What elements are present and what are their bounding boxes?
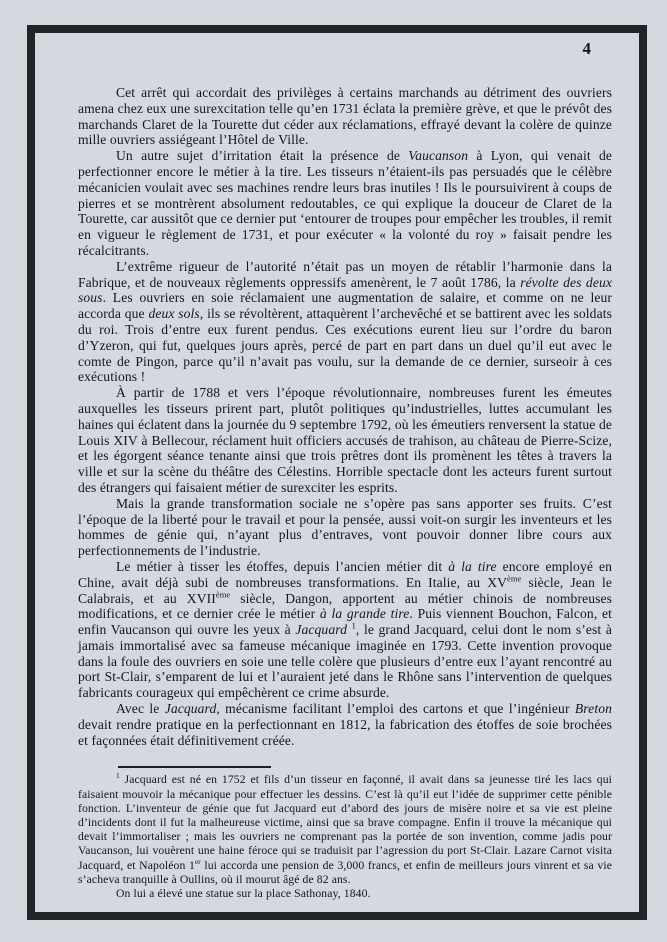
footnote-paragraph: On lui a élevé une statue sur la place Sathonay, 1840.	[116, 887, 371, 901]
footnote-separator	[118, 766, 271, 768]
paragraph: Avec le Jacquard, mécanisme facilitant l’emploi des cartons et que l’ingénieur Breton devait rendre pratique en la perfectionnant en 1812, la fabrication des étoffes de soie brochées et façonnées était définitivement créée.	[78, 701, 612, 748]
page-number: 4	[582, 39, 591, 58]
paragraph: Mais la grande transformation sociale ne s’opère pas sans apporter ses fruits. C’est l’époque de la liberté pour le travail et pour la pensée, aussi voit-on surgir les inventeurs et les hommes de génie qui, n’ayant plus d’entraves, vont pouvoir donner libre cours aux perfectionnements de l’industrie.	[78, 495, 612, 559]
paragraph: À partir de 1788 et vers l’époque révolutionnaire, nombreuses furent les émeutes auxquelles les tisseurs prirent part, plutôt politiques qu’industrielles, luttes accumulant les haines qui éclatent dans la journée du 9 septembre 1792, où les émeutiers renversent la statue de Louis XIV à Bellecour, réclament huit officiers accusés de trahison, au château de Pierre-Scize, et les égorgent séance tenante ainsi que trois prêtres dont ils promènent les têtes à travers la ville et sur la scène du théâtre des Célestins. Horrible spectacle dont les acteurs furent surtout des étrangers qui faisaient métier de surexciter les esprits.	[78, 385, 612, 495]
paragraph: Le métier à tisser les étoffes, depuis l’ancien métier dit à la tire encore employé en Chine, avait déjà subi de nombreuses transformations. En Italie, au XVème siècle, Jean le Calabrais, et au XVIIème siècle, Dangon, apportent au métier chinois de nombreuses modifications, et ce dernier crée le métier à la grande tire. Puis viennent Bouchon, Falcon, et enfin Vaucanson qui ouvre les yeux à Jacquard $^1$, le grand Jacquard, celui dont le nom s’est à jamais immortalisé avec sa fameuse mécanique imaginée en 1793. Cette invention provoque dans la foule des ouvriers en soie une telle colère que plusieurs d’entre eux l’ayant rencontré au port St-Clair, s’emparent de lui et l’auraient jeté dans le Rhône sans l’intervention de quelques fabricants courageux qui empêchèrent ce crime absurde.	[78, 558, 613, 701]
paragraph: L’extrême rigueur de l’autorité n’était pas un moyen de rétablir l’harmonie dans la Fabrique, et de nouveaux règlements oppressifs amenèrent, le 7 août 1786, la révolte des deux sous. Les ouvriers en soie réclamaient une augmentation de salaire, et comme on ne leur accorda que deux sols, ils se révoltèrent, attaquèrent l’archevêché et se battirent avec les soldats du roi. Trois d’entre eux furent pendus. Ces exécutions eurent lieu sur l’ordre du baron d’Yzeron, qui fut, quelques jours après, percé de part en part dans un duel qu’il eut avec le comte de Pingon, parce qu’il n’avait pas voulu, sur la demande de ce dernier, surseoir à ces exécutions !	[78, 258, 612, 385]
page-border-frame	[27, 25, 647, 920]
body-text	[78, 85, 612, 748]
footnote-paragraph: $^1$ Jacquard est né en 1752 et fils d’un tisseur en façonné, il avait dans sa jeunesse tiré les lacs qui faisaient mouvoir la mécanique pour effectuer les dessins. C’est là qu’il eut l’idée de supprimer cette pénible fonction. L’inventeur de génie que fut Jacquard eut d’abord des jours de misère noire et sa vie est pleine d’incidents dont il fut la malheureuse victime, ainsi que sa brave compagne. Enfin il trouve la mécanique qui devait l’immortaliser ; mais les ouvriers ne comprenant pas la portée de son invention, comme jadis pour Vaucanson, lui vouèrent une haine féroce qui se traduisit par l’agression du port St-Clair. Lazare Carnot visita Jacquard, et Napoléon 1er lui accorda une pension de 3,000 francs, et enfin de meilleurs jours vinrent et sa vie s’acheva tranquille à Oullins, où il mourut âgé de 82 ans.	[78, 772, 612, 886]
footnote-section	[78, 773, 612, 901]
paragraph: Un autre sujet d’irritation était la présence de Vaucanson à Lyon, qui venait de perfectionner encore le métier à la tire. Les tisseurs n’étaient-ils pas persuadés que le célèbre mécanicien voulait avec ses machines rendre leurs bras inutiles ! Ils le poursuivirent à coups de pierres et se montrèrent absolument redoutables, ce qui explique la douceur de Claret de la Tourette, car aussitôt que ce dernier put ‘entourer de troupes pour empêcher les troubles, il remit en vigueur le règlement de 1731, et pour exécuter « la volonté du roy » faisait pendre les récalcitrants.	[78, 148, 613, 258]
paragraph: Cet arrêt qui accordait des privilèges à certains marchands au détriment des ouvriers amena chez eux une surexcitation telle qu’en 1731 éclata la première grève, et que le prévôt des marchands Claret de la Tourette dut céder aux réclamations, effrayé devant la colère de quinze mille ouvriers assiégeant l’Hôtel de Ville.	[78, 85, 612, 148]
